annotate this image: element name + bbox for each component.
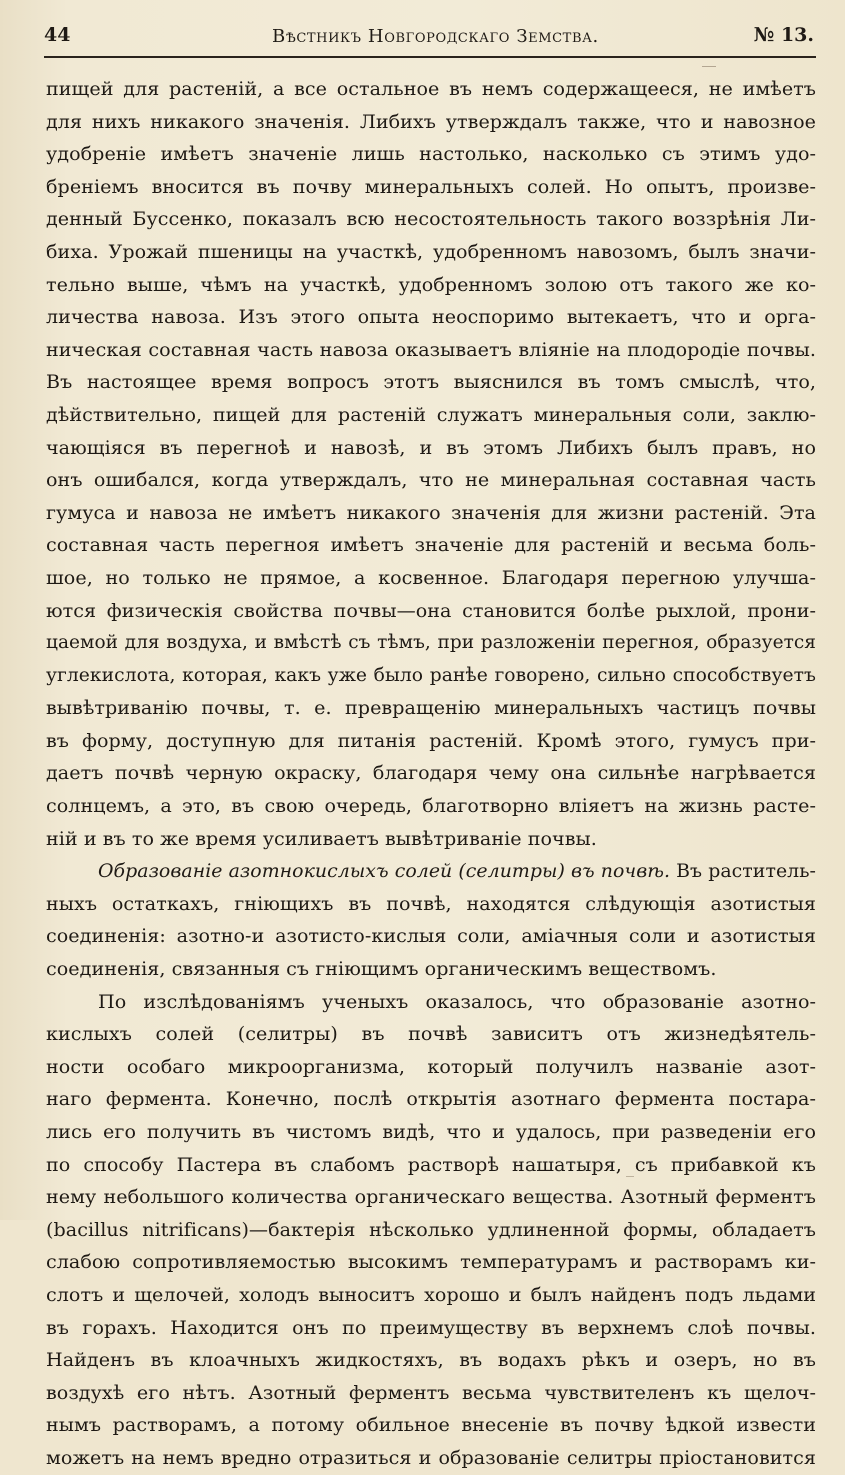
section-heading: Образованіе азотнокислыхъ солей (селитры) въ почвѣ. [98,860,671,883]
section-heading-continuation: Въ раститель- [676,860,816,883]
text-line: составная часть перегноя имѣетъ значеніе для растеній и весьма боль- [46,533,816,557]
text-line: въ форму, доступную для питанія растеній. Кромѣ этого, гумусъ при- [46,728,816,752]
text-line: воздухѣ его нѣтъ. Азотный ферментъ весьма чувствителенъ къ щелоч- [46,1380,816,1404]
text-line: ются физическія свойства почвы—она становится болѣе рыхлой, прони- [46,598,816,622]
text-line: дѣйствительно, пищей для растеній служатъ минеральныя соли, заклю- [46,402,816,426]
text-line: слотъ и щелочей, холодъ выноситъ хорошо и былъ найденъ подъ льдами [46,1282,816,1306]
journal-title: Вѣстникъ Новгородскаго Земства. [272,26,599,47]
text-line: лись его получить въ чистомъ видѣ, что и удалось, при разведеніи его [46,1120,816,1143]
text-line: можетъ на немъ вредно отразиться и образованіе селитры пріостановится [46,1445,816,1469]
text-line: углекислота, которая, какъ уже было ранѣе говорено, сильно способствуетъ [46,664,816,686]
paragraph-first-line: По изслѣдованіямъ ученыхъ оказалось, что образованіе азотно- [98,989,816,1013]
text-line: биха. Урожай пшеницы на участкѣ, удобренномъ навозомъ, былъ значи- [46,239,816,263]
text-line: цаемой для воздуха, и вмѣстѣ съ тѣмъ, при разложеніи перегноя, образуется [46,632,816,654]
scan-blemish [702,66,716,67]
text-line: въ горахъ. Находится онъ по преимуществу въ верхнемъ слоѣ почвы. [46,1315,816,1339]
text-line: даетъ почвѣ черную окраску, благодаря чему она сильнѣе нагрѣвается [46,761,816,785]
header-rule [44,56,816,58]
text-line: вывѣтриванію почвы, т. е. превращенію минеральныхъ частицъ почвы [46,696,816,720]
text-line: ній и въ то же время усиливаетъ вывѣтриваніе почвы. [46,826,597,850]
text-line: соединенія: азотно-и азотисто-кислыя соли, аміачныя соли и азотистыя [46,924,816,948]
text-line: тельно выше, чѣмъ на участкѣ, удобренномъ золою отъ такого же ко- [46,272,816,296]
section-heading-line [46,855,816,888]
text-line: личества навоза. Изъ этого опыта неоспоримо вытекаетъ, что и орга- [46,305,816,329]
text-line: Въ настоящее время вопросъ этотъ выяснился въ томъ смыслѣ, что, [46,370,816,394]
text-line: кислыхъ солей (селитры) въ почвѣ зависитъ отъ жизнедѣятель- [46,1022,816,1046]
text-line: для нихъ никакого значенія. Либихъ утверждалъ также, что и навозное [46,109,816,133]
text-line: бреніемъ вносится въ почву минеральныхъ солей. Но опытъ, произве- [46,174,816,198]
text-line: соединенія, связанныя съ гніющимъ органическимъ веществомъ. [46,957,717,981]
text-line: пищей для растеній, а все остальное въ немъ содержащееся, не имѣетъ [46,77,816,100]
scan-blemish [626,1176,634,1177]
text-line: шое, но только не прямое, а косвенное. Благодаря перегною улучша- [46,565,816,589]
text-line: гумуса и навоза не имѣетъ никакого значенія для жизни растеній. Эта [46,500,816,524]
text-line: наго фермента. Конечно, послѣ открытія азотнаго фермента постара- [46,1087,816,1111]
text-line: слабою сопротивляемостью высокимъ температурамъ и растворамъ ки- [46,1250,816,1274]
text-line: нему небольшого количества органическаго вещества. Азотный ферментъ [46,1185,816,1209]
text-line: ныхъ остаткахъ, гніющихъ въ почвѣ, находятся слѣдующія азотистыя [46,891,816,915]
text-line: Найденъ въ клоачныхъ жидкостяхъ, въ водахъ рѣкъ и озеръ, но въ [46,1348,816,1372]
text-line: ности особаго микроорганизма, который получилъ названіе азот- [46,1054,816,1078]
text-line: по способу Пастера въ слабомъ растворѣ нашатыря, съ прибавкой къ [46,1152,816,1176]
page-header [44,24,816,54]
text-line: чающіяся въ перегноѣ и навозѣ, и въ этомъ Либихъ былъ правъ, но [46,435,816,459]
text-line: денный Буссенко, показалъ всю несостоятельность такого воззрѣнія Ли- [46,207,816,231]
text-line: солнцемъ, а это, въ свою очередь, благотворно вліяетъ на жизнь расте- [46,794,816,818]
issue-number: № 13. [753,24,814,46]
text-line: онъ ошибался, когда утверждалъ, что не минеральная составная часть [46,468,816,492]
text-line: ническая составная часть навоза оказываетъ вліяніе на плодородіе почвы. [46,337,816,361]
page-number: 44 [44,24,71,46]
text-line: удобреніе имѣетъ значеніе лишь настолько, насколько съ этимъ удо- [46,142,816,166]
text-line: (bacillus nitrificans)—бактерія нѣсколько удлиненной формы, обладаетъ [46,1217,816,1241]
body-text [46,73,816,1475]
text-line: нымъ растворамъ, а потому обильное внесеніе въ почву ѣдкой извести [46,1413,816,1437]
